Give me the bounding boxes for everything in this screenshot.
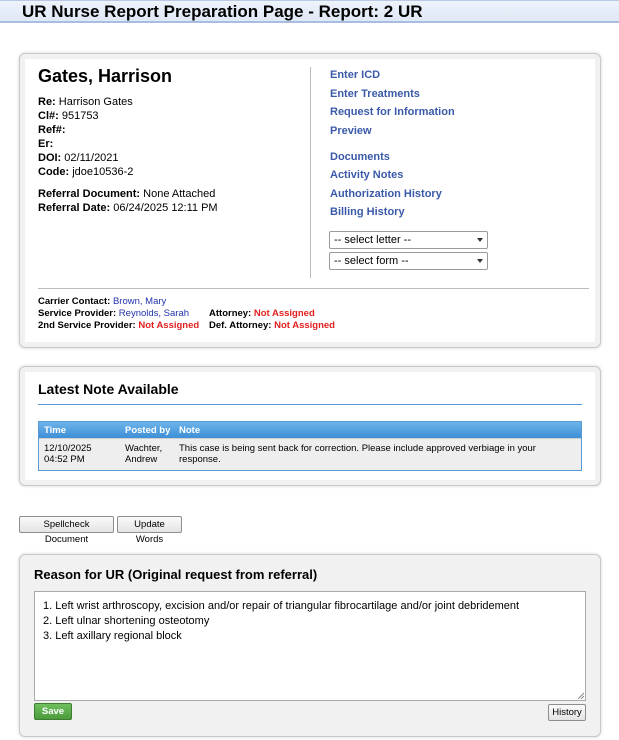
code-line: Code: jdoe10536-2 xyxy=(38,166,134,178)
latest-note-title: Latest Note Available xyxy=(38,381,179,397)
select-form-value: -- select form -- xyxy=(334,255,409,267)
service-provider-link[interactable]: Reynolds, Sarah xyxy=(118,308,190,319)
carrier-contact: Carrier Contact: Brown, Mary xyxy=(38,296,167,307)
doi-line: DOI: 02/11/2021 xyxy=(38,152,119,164)
note-time: 12/10/2025 04:52 PM xyxy=(44,443,92,465)
latest-note-rule xyxy=(38,404,582,405)
column-header-posted-by: Posted by xyxy=(125,425,171,436)
chevron-down-icon xyxy=(477,238,483,242)
second-service-provider-value: Not Assigned xyxy=(138,320,200,331)
defense-attorney-value: Not Assigned xyxy=(274,320,335,331)
column-header-time: Time xyxy=(44,425,67,436)
select-letter-dropdown[interactable] xyxy=(329,231,488,249)
reason-line: 2. Left ulnar shortening osteotomy xyxy=(43,615,210,627)
reason-textarea[interactable] xyxy=(34,591,586,701)
documents-link[interactable]: Documents xyxy=(330,151,390,163)
vertical-divider xyxy=(310,67,311,278)
referral-date-line: Referral Date: 06/24/2025 12:11 PM xyxy=(38,202,218,214)
employer-line: Er: xyxy=(38,138,54,150)
table-row xyxy=(39,438,581,470)
latest-note-table xyxy=(38,421,582,471)
service-provider: Service Provider: Reynolds, Sarah xyxy=(38,308,190,319)
re-line: Re: Harrison Gates xyxy=(38,96,133,108)
preview-link[interactable]: Preview xyxy=(330,125,372,137)
enter-treatments-link[interactable]: Enter Treatments xyxy=(330,88,420,100)
attorney-value: Not Assigned xyxy=(253,308,315,319)
reason-title: Reason for UR (Original request from referral) xyxy=(34,567,318,582)
note-text: This case is being sent back for correction. Please include approved verbiage in your response. xyxy=(179,443,536,465)
authorization-history-link[interactable]: Authorization History xyxy=(330,188,442,200)
ref-line: Ref#: xyxy=(38,124,66,136)
reason-line: 1. Left wrist arthroscopy, excision and/or repair of triangular fibrocartilage and/or joint debridement xyxy=(43,600,520,612)
enter-icd-link[interactable]: Enter ICD xyxy=(330,69,381,81)
select-form-dropdown[interactable] xyxy=(329,252,488,270)
attorney: Attorney: Not Assigned xyxy=(209,308,315,319)
carrier-contact-link[interactable]: Brown, Mary xyxy=(112,296,167,307)
column-header-note: Note xyxy=(179,425,201,436)
chevron-down-icon xyxy=(477,259,483,263)
update-words-button[interactable]: Update Words xyxy=(117,516,182,533)
activity-notes-link[interactable]: Activity Notes xyxy=(330,169,404,181)
second-service-provider: 2nd Service Provider: Not Assigned xyxy=(38,320,200,331)
note-posted-by: Wachter, Andrew xyxy=(125,443,163,465)
resize-grip-icon[interactable] xyxy=(577,692,584,699)
page-header xyxy=(0,0,619,23)
select-letter-value: -- select letter -- xyxy=(334,234,412,246)
spellcheck-document-button[interactable]: Spellcheck Document xyxy=(19,516,114,533)
claimant-name: Gates, Harrison xyxy=(38,66,173,86)
table-header xyxy=(39,422,581,438)
save-button[interactable]: Save xyxy=(34,703,72,720)
referral-document-line: Referral Document: None Attached xyxy=(38,188,216,200)
billing-history-link[interactable]: Billing History xyxy=(330,206,405,218)
defense-attorney: Def. Attorney: Not Assigned xyxy=(209,320,335,331)
claim-number-line: Cl#: 951753 xyxy=(38,110,99,122)
history-button[interactable]: History xyxy=(548,704,586,721)
horizontal-divider xyxy=(38,288,589,289)
request-for-information-link[interactable]: Request for Information xyxy=(330,106,455,118)
page-title: UR Nurse Report Preparation Page - Report: 2 UR xyxy=(22,2,423,21)
reason-line: 3. Left axillary regional block xyxy=(43,630,182,642)
